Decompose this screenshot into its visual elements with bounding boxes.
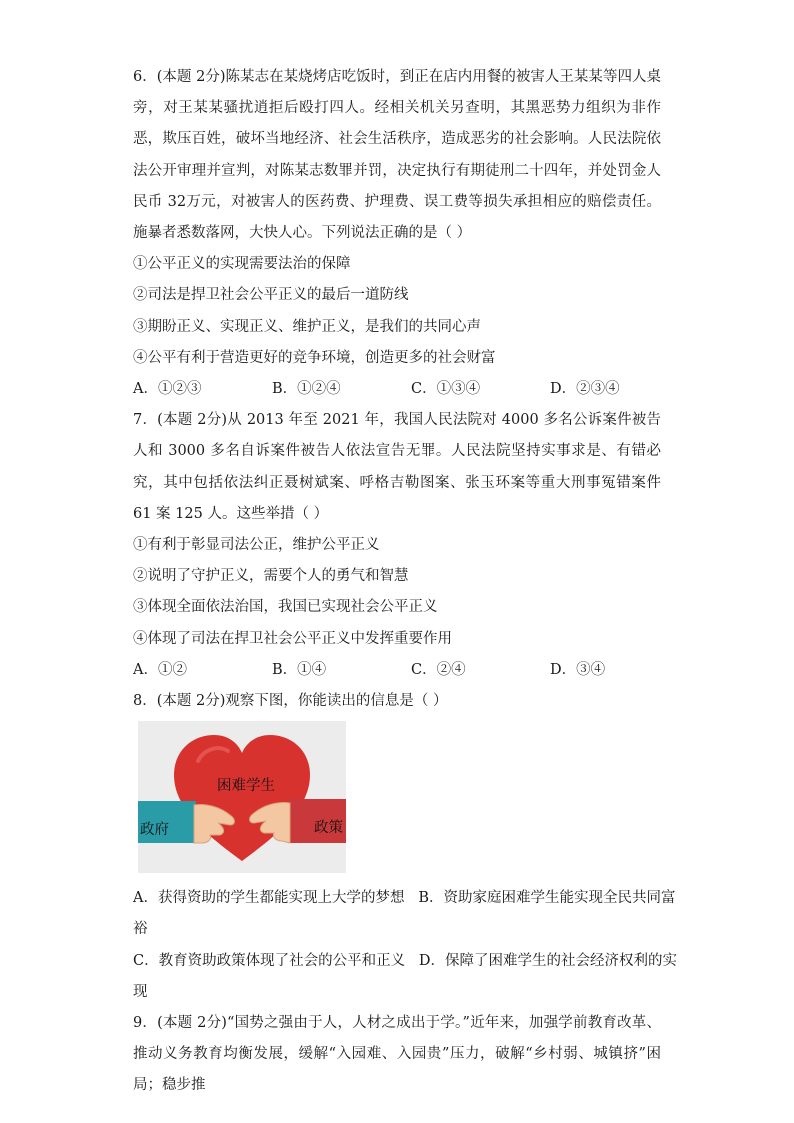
question-6-item-2: ②司法是捍卫社会公平正义的最后一道防线 (133, 287, 409, 304)
question-6-item-3: ③期盼正义、实现正义、维护正义，是我们的共同心声 (133, 318, 481, 335)
question-7-choice-b[interactable]: B．①④ (272, 661, 327, 678)
left-label: 政府 (140, 822, 169, 839)
question-8-choice-b[interactable]: B．资助家庭困难学生能实现全民共同富 (418, 890, 676, 907)
heart-hands-illustration (138, 721, 346, 873)
question-7-item-2: ②说明了守护正义，需要个人的勇气和智慧 (133, 568, 409, 585)
question-6-choice-a[interactable]: A．①②③ (133, 381, 202, 398)
question-9-stem: 9．(本题 2分)“国势之强由于人，人材之成出于学。”近年来，加强学前教育改革、推动义务教育均衡发展，缓解“入园难、入园贵”压力，破解“乡村弱、城镇挤”困局；稳步推 (133, 1015, 661, 1094)
question-7-item-1: ①有利于彰显司法公正，维护公平正义 (133, 537, 380, 554)
heart-label: 困难学生 (217, 778, 275, 795)
question-8-options-ab (133, 883, 676, 914)
question-6-choice-c[interactable]: C．①③④ (411, 381, 481, 398)
question-8-choice-b-wrap: 裕 (133, 921, 148, 938)
question-8-choice-a[interactable]: A．获得资助的学生都能实现上大学的梦想 (133, 890, 405, 907)
question-6-item-4: ④公平有利于营造更好的竞争环境，创造更多的社会财富 (133, 349, 496, 366)
question-7-choice-d[interactable]: D．③④ (550, 661, 606, 678)
question-8-choice-d-wrap: 现 (133, 983, 148, 1000)
question-7-item-4: ④体现了司法在捍卫社会公平正义中发挥重要作用 (133, 630, 452, 647)
question-6-choice-d[interactable]: D．②③④ (550, 381, 620, 398)
question-6-stem: 6．(本题 2分)陈某志在某烧烤店吃饭时，到正在店内用餐的被害人王某某等四人桌旁，对王某某骚扰逍拒后殴打四人。经相关机关另查明，其黑恶势力组织为非作恶，欺压百姓，破坏当地经济、社会生活秩序，造成恶劣的社会影响。人民法院依法公开审理并宣判，对陈某志数罪并罚，决定执行有期徒刑二十四年，并处罚金人民币 32万元，对被害人的医药费、护理费、误工费等损失承担相应的赔偿责任。施暴者悉数落网，大快人心。下列说法正确的是（ ） (133, 69, 661, 242)
question-7-choices (133, 655, 661, 686)
question-6-item-1: ①公平正义的实现需要法治的保障 (133, 256, 351, 273)
question-8-choice-d[interactable]: D．保障了困难学生的社会经济权利的实 (418, 952, 678, 969)
question-7-choice-c[interactable]: C．②④ (411, 661, 466, 678)
right-label: 政策 (314, 820, 343, 837)
question-6-choices (133, 374, 661, 405)
question-8-stem: 8．(本题 2分)观察下图，你能读出的信息是（ ） (133, 693, 448, 710)
question-8-choice-c[interactable]: C．教育资助政策体现了社会的公平和正义 (133, 952, 406, 969)
question-8-figure (138, 721, 346, 873)
exam-page (133, 62, 678, 1102)
question-7-item-3: ③体现全面依法治国，我国已实现社会公平正义 (133, 599, 438, 616)
question-7-stem: 7．(本题 2分)从 2013 年至 2021 年，我国人民法院对 4000 多名公诉案件被告人和 3000 多名自诉案件被告人依法宣告无罪。人民法院坚持实事求是、有错必究，其中包括依法纠正聂树斌案、呼格吉勒图案、张玉环案等重大刑事冤错案件 61 案 125 人。这些举措（ ） (133, 412, 661, 522)
question-6-choice-b[interactable]: B．①②④ (272, 381, 341, 398)
question-7-choice-a[interactable]: A．①② (133, 661, 187, 678)
question-8-options-cd (133, 946, 678, 977)
